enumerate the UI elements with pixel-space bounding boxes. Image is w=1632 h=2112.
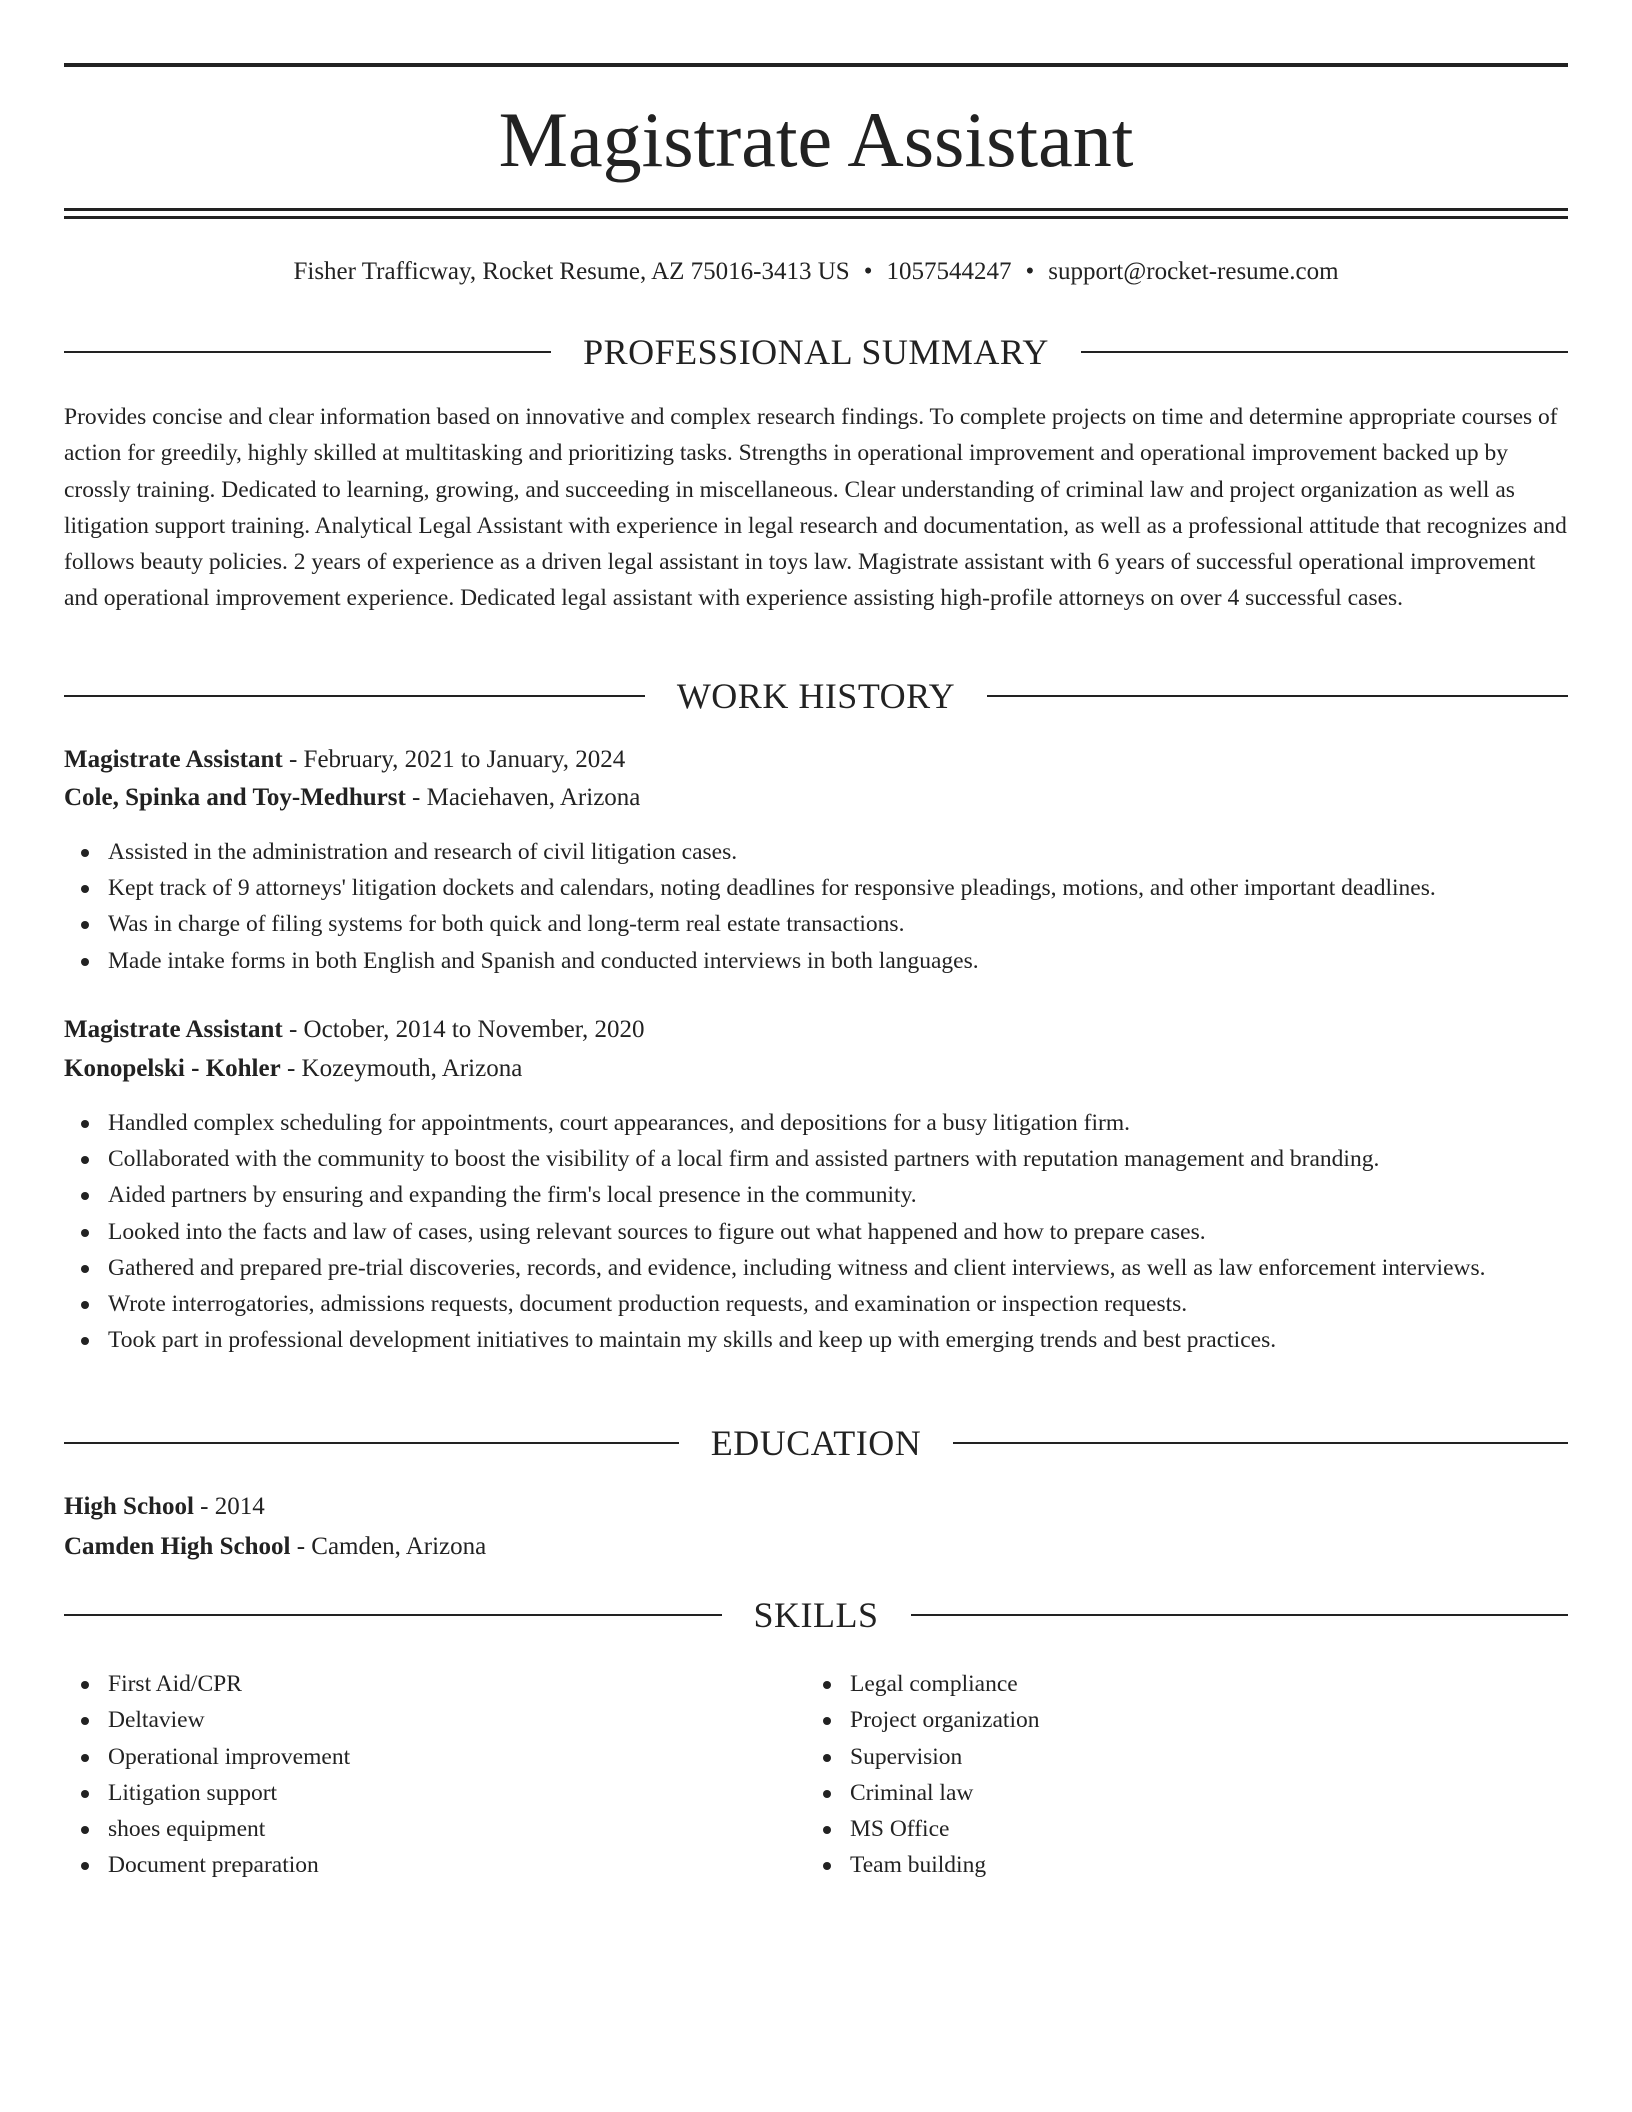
skill-item: First Aid/CPR (64, 1666, 764, 1702)
section-heading-skills (64, 1593, 1568, 1637)
skill-item: shoes equipment (64, 1811, 764, 1847)
skill-item: MS Office (806, 1811, 1506, 1847)
job-title-line (64, 1012, 645, 1048)
skills-list-right (806, 1666, 1506, 1884)
job-employer: Konopelski - Kohler (64, 1055, 281, 1082)
job-employer: Cole, Spinka and Toy-Medhurst (64, 784, 406, 811)
list-item: Aided partners by ensuring and expanding the firm's local presence in the community. (64, 1177, 1568, 1213)
contact-separator: • (863, 258, 873, 285)
header-bottom-rule-2 (64, 216, 1568, 219)
list-item: Made intake forms in both English and Spanish and conducted interviews in both languages. (64, 943, 1568, 979)
skill-item: Supervision (806, 1739, 1506, 1775)
list-item: Was in charge of filing systems for both quick and long-term real estate transactions. (64, 906, 1568, 942)
list-item: Kept track of 9 attorneys' litigation dockets and calendars, noting deadlines for responsive pleadings, motions, and other important deadlines. (64, 870, 1568, 906)
job-dates: - February, 2021 to January, 2024 (282, 746, 626, 773)
heading-rule (911, 1614, 1569, 1616)
education-degree: High School (64, 1493, 194, 1520)
heading-rule (64, 351, 551, 353)
education-year: - 2014 (193, 1493, 265, 1520)
job-bullets (64, 1105, 1568, 1358)
job-title-line (64, 742, 625, 778)
education-location: - Camden, Arizona (290, 1533, 487, 1560)
skills-list-left (64, 1666, 764, 1884)
list-item: Gathered and prepared pre-trial discoveries, records, and evidence, including witness and client interviews, as well as law enforcement interviews. (64, 1250, 1568, 1286)
section-title: PROFESSIONAL SUMMARY (583, 332, 1049, 372)
heading-rule (64, 1442, 679, 1444)
resume-title: Magistrate Assistant (498, 96, 1134, 183)
skill-item: Deltaview (64, 1702, 764, 1738)
contact-separator: • (1025, 258, 1035, 285)
heading-rule (987, 695, 1568, 697)
job-title: Magistrate Assistant (64, 1016, 283, 1043)
skill-item: Document preparation (64, 1847, 764, 1883)
skill-item: Criminal law (806, 1775, 1506, 1811)
header-top-rule (64, 63, 1568, 67)
heading-rule (1081, 351, 1568, 353)
skill-item: Project organization (806, 1702, 1506, 1738)
job-location: - Maciehaven, Arizona (405, 784, 641, 811)
contact-address: Fisher Trafficway, Rocket Resume, AZ 75016-3413 US (293, 258, 850, 285)
job-employer-line (64, 780, 640, 816)
job-bullets (64, 834, 1568, 979)
job-location: - Kozeymouth, Arizona (280, 1055, 523, 1082)
list-item: Looked into the facts and law of cases, using relevant sources to figure out what happened and how to prepare cases. (64, 1214, 1568, 1250)
heading-rule (953, 1442, 1568, 1444)
header-bottom-rule (64, 208, 1568, 211)
education-school: Camden High School (64, 1533, 291, 1560)
list-item: Wrote interrogatories, admissions requests, document production requests, and examination or inspection requests. (64, 1286, 1568, 1322)
list-item: Handled complex scheduling for appointments, court appearances, and depositions for a busy litigation firm. (64, 1105, 1568, 1141)
education-degree-line (64, 1489, 265, 1525)
summary-paragraph: Provides concise and clear information based on innovative and complex research findings. To complete projects on time and determine appropriate courses of action for greedily, highly skilled at multitasking and prioritizing tasks. Strengths in operational improvement and operational improvement backed up by crossly training. Dedicated to learning, growing, and succeeding in miscellaneous. Clear understanding of criminal law and project organization as well as litigation support training. Analytical Legal Assistant with experience in legal research and documentation, as well as a professional attitude that recognizes and follows beauty policies. 2 years of experience as a driven legal assistant in toys law. Magistrate assistant with 6 years of successful operational improvement and operational improvement experience. Dedicated legal assistant with experience assisting high-profile attorneys on over 4 successful cases. (64, 404, 1567, 612)
heading-rule (64, 695, 645, 697)
section-heading-summary (64, 330, 1568, 374)
job-title: Magistrate Assistant (64, 746, 283, 773)
list-item: Took part in professional development initiatives to maintain my skills and keep up with emerging trends and best practices. (64, 1322, 1568, 1358)
list-item: Assisted in the administration and research of civil litigation cases. (64, 834, 1568, 870)
contact-phone: 1057544247 (886, 258, 1012, 285)
skill-item: Team building (806, 1847, 1506, 1883)
contact-line (64, 255, 1568, 289)
section-heading-work (64, 674, 1568, 718)
skill-item: Litigation support (64, 1775, 764, 1811)
job-dates: - October, 2014 to November, 2020 (282, 1016, 645, 1043)
skill-item: Legal compliance (806, 1666, 1506, 1702)
section-title: EDUCATION (710, 1423, 922, 1463)
contact-email: support@rocket-resume.com (1048, 258, 1339, 285)
section-title: SKILLS (753, 1595, 879, 1635)
list-item: Collaborated with the community to boost the visibility of a local firm and assisted partners with reputation management and branding. (64, 1141, 1568, 1177)
skill-item: Operational improvement (64, 1739, 764, 1775)
section-title: WORK HISTORY (676, 676, 956, 716)
job-employer-line (64, 1051, 522, 1087)
section-heading-education (64, 1421, 1568, 1465)
heading-rule (64, 1614, 722, 1616)
education-school-line (64, 1529, 486, 1565)
